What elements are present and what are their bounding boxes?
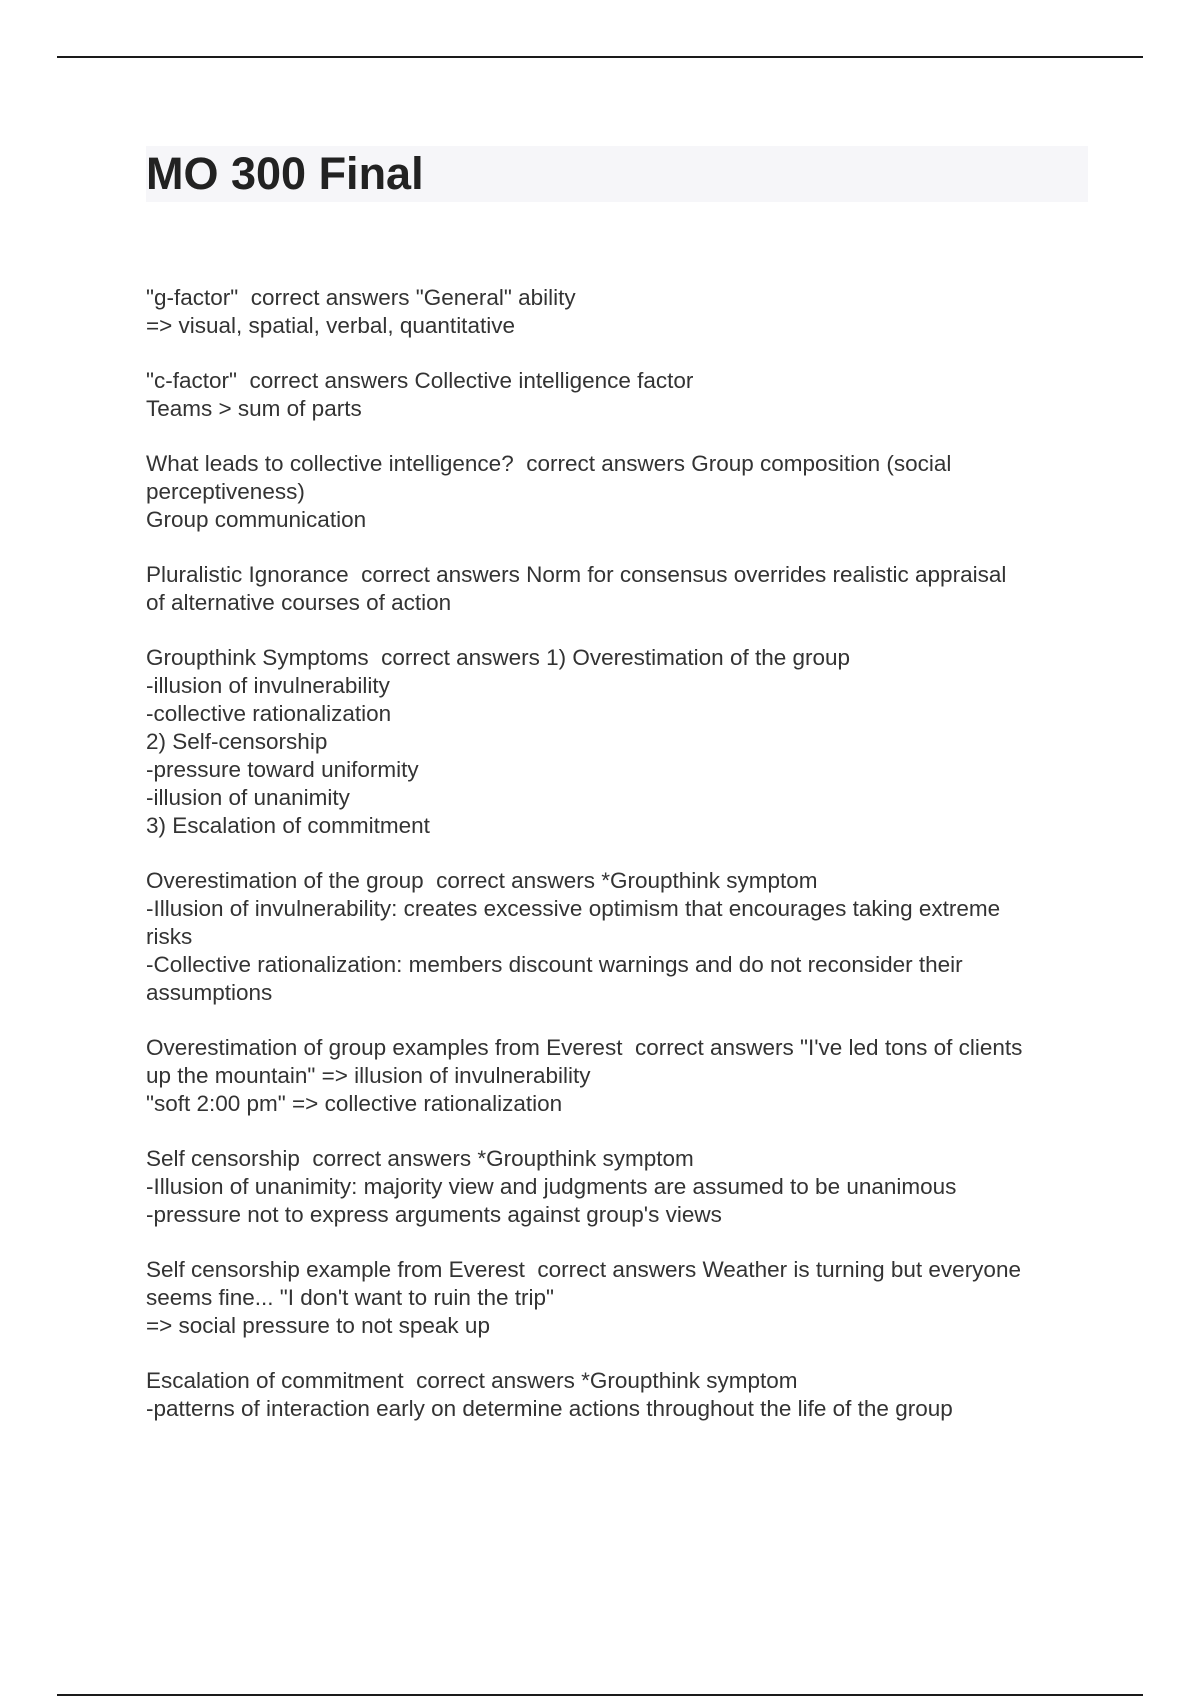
entry-line: => social pressure to not speak up [146,1313,490,1338]
entry-line: -illusion of unanimity [146,785,350,810]
entry-line: "g-factor" correct answers "General" ability [146,285,576,310]
flashcard-entry [146,1256,1096,1340]
entry-line: -illusion of invulnerability [146,673,390,698]
top-rule [57,56,1143,58]
entry-line: Escalation of commitment correct answers *Groupthink symptom [146,1368,798,1393]
entry-line: -collective rationalization [146,701,392,726]
flashcard-entry [146,867,1096,1007]
entry-line: Self censorship example from Everest correct answers Weather is turning but everyone [146,1257,1021,1282]
entry-line: Self censorship correct answers *Groupthink symptom [146,1146,694,1171]
entry-line: assumptions [146,980,273,1005]
entry-line: perceptiveness) [146,479,305,504]
flashcard-entry [146,1145,1096,1229]
flashcard-entry [146,561,1096,617]
entry-line: 3) Escalation of commitment [146,813,430,838]
document-title: MO 300 Final [146,148,424,199]
entry-line: Groupthink Symptoms correct answers 1) Overestimation of the group [146,645,851,670]
flashcard-entry [146,284,1096,340]
entry-line: -pressure not to express arguments against group's views [146,1202,722,1227]
entry-line: -patterns of interaction early on determine actions throughout the life of the group [146,1396,953,1421]
flashcard-entry [146,367,1096,423]
entry-line: Teams > sum of parts [146,396,362,421]
entry-line: "c-factor" correct answers Collective intelligence factor [146,368,694,393]
entry-line: -Illusion of invulnerability: creates excessive optimism that encourages taking extreme [146,896,1001,921]
entry-line: -Illusion of unanimity: majority view and judgments are assumed to be unanimous [146,1174,957,1199]
entry-line: Overestimation of group examples from Everest correct answers "I've led tons of clients [146,1035,1023,1060]
entry-line: "soft 2:00 pm" => collective rationalization [146,1091,563,1116]
entry-line: 2) Self-censorship [146,729,328,754]
bottom-rule [57,1694,1143,1696]
entry-line: Pluralistic Ignorance correct answers Norm for consensus overrides realistic appraisal [146,562,1007,587]
entry-line: -Collective rationalization: members discount warnings and do not reconsider their [146,952,963,977]
entry-line: -pressure toward uniformity [146,757,419,782]
flashcard-entry [146,1367,1096,1423]
entry-line: seems fine... "I don't want to ruin the trip" [146,1285,554,1310]
entry-line: of alternative courses of action [146,590,452,615]
entry-line: Group communication [146,507,367,532]
entry-line: => visual, spatial, verbal, quantitative [146,313,515,338]
flashcard-entry [146,644,1096,840]
entry-line: risks [146,924,193,949]
entry-line: Overestimation of the group correct answers *Groupthink symptom [146,868,818,893]
entry-line: up the mountain" => illusion of invulnerability [146,1063,591,1088]
flashcard-entry [146,1034,1096,1118]
flashcard-entry [146,450,1096,534]
entry-line: What leads to collective intelligence? correct answers Group composition (social [146,451,952,476]
flashcard-list [146,284,1096,1450]
